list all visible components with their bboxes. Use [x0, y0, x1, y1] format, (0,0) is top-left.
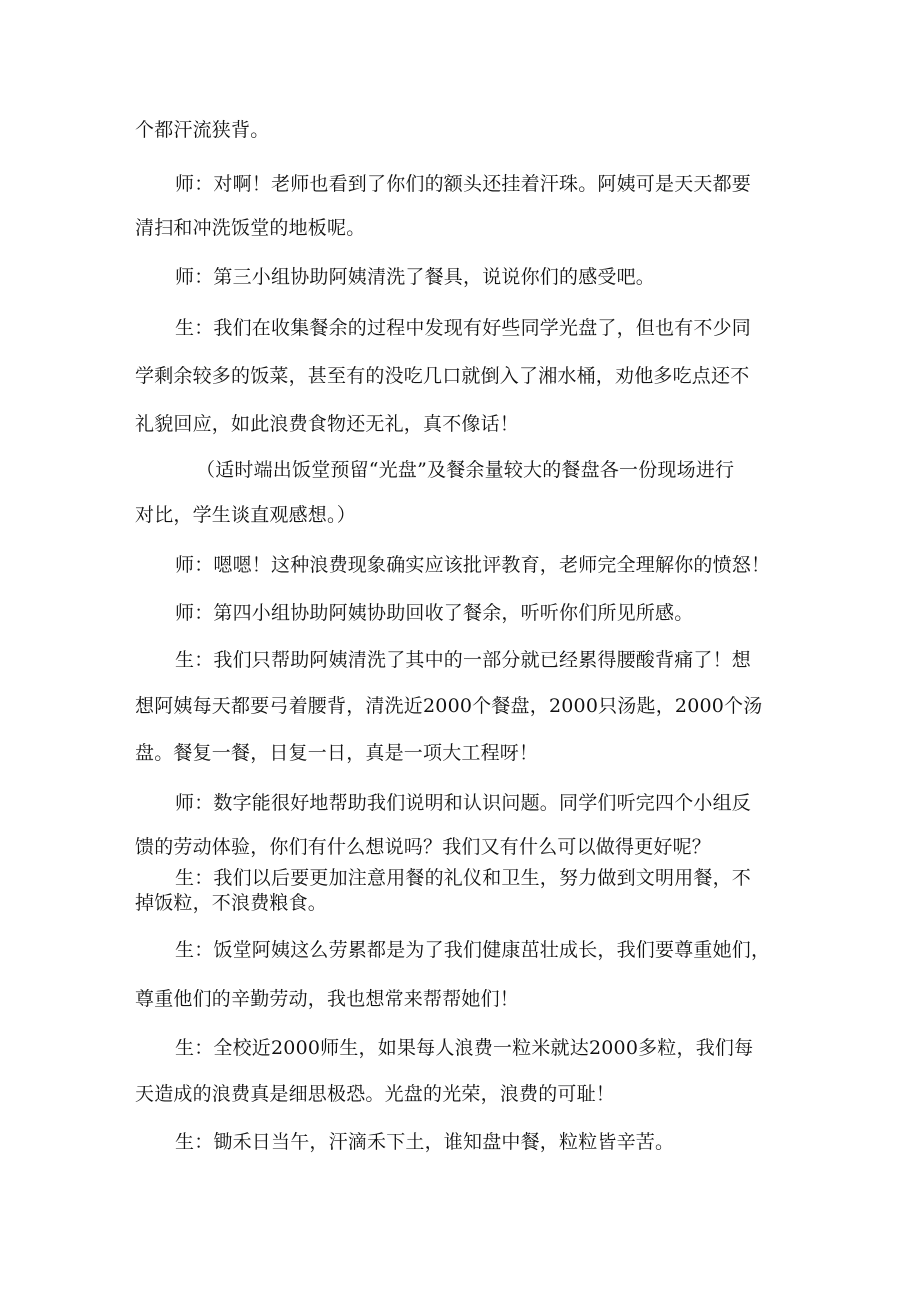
text-line: 天造成的浪费真是细思极恐。光盘的光荣，浪费的可耻！	[135, 1083, 616, 1105]
text-line: 清扫和冲洗饭堂的地板呢。	[135, 217, 366, 239]
text-line: 师：第四小组协助阿姨协助回收了餐余，听听你们所见所感。	[175, 602, 694, 624]
text-line: 师：第三小组协助阿姨清洗了餐具，说说你们的感受吧。	[175, 266, 656, 288]
text-line: 尊重他们的辛勤劳动，我也想常来帮帮她们！	[135, 988, 520, 1010]
text-line: 想阿姨每天都要弓着腰背，清洗近2000个餐盘，2000只汤匙，2000个汤	[135, 695, 763, 717]
text-line: 师：嗯嗯！这种浪费现象确实应该批评教育，老师完全理解你的愤怒！	[175, 554, 771, 576]
text-line: 师：数字能很好地帮助我们说明和认识问题。同学们听完四个小组反	[175, 792, 752, 814]
text-line: 馈的劳动体验，你们有什么想说吗？我们又有什么可以做得更好呢？	[135, 836, 712, 858]
text-line: 生：锄禾日当午，汗滴禾下土，谁知盘中餐，粒粒皆辛苦。	[175, 1131, 675, 1153]
text-line: 对比，学生谈直观感想。）	[135, 504, 356, 526]
text-line: 生：我们只帮助阿姨清洗了其中的一部分就已经累得腰酸背痛了！想	[175, 649, 752, 671]
text-line: 盘。餐复一餐，日复一日，真是一项大工程呀！	[135, 742, 539, 764]
text-line: 掉饭粒，不浪费粮食。	[135, 892, 328, 914]
text-line: （适时端出饭堂预留“光盘”及餐余量较大的餐盘各一份现场进行	[196, 459, 735, 481]
text-line: 生：我们以后要更加注意用餐的礼仪和卫生，努力做到文明用餐，不	[175, 867, 752, 889]
text-line: 礼貌回应，如此浪费食物还无礼，真不像话！	[135, 413, 520, 435]
text-line: 生：我们在收集餐余的过程中发现有好些同学光盘了，但也有不少同	[175, 317, 752, 339]
text-line: 师：对啊！老师也看到了你们的额头还挂着汗珠。阿姨可是天天都要	[175, 173, 752, 195]
text-line: 生：饭堂阿姨这么劳累都是为了我们健康茁壮成长，我们要尊重她们，	[175, 939, 771, 961]
text-line: 个都汗流狭背。	[135, 119, 270, 141]
text-line: 学剩余较多的饭菜，甚至有的没吃几口就倒入了湘水桶，劝他多吃点还不	[135, 365, 750, 387]
text-line: 生：全校近2000师生，如果每人浪费一粒米就达2000多粒，我们每	[175, 1037, 754, 1059]
